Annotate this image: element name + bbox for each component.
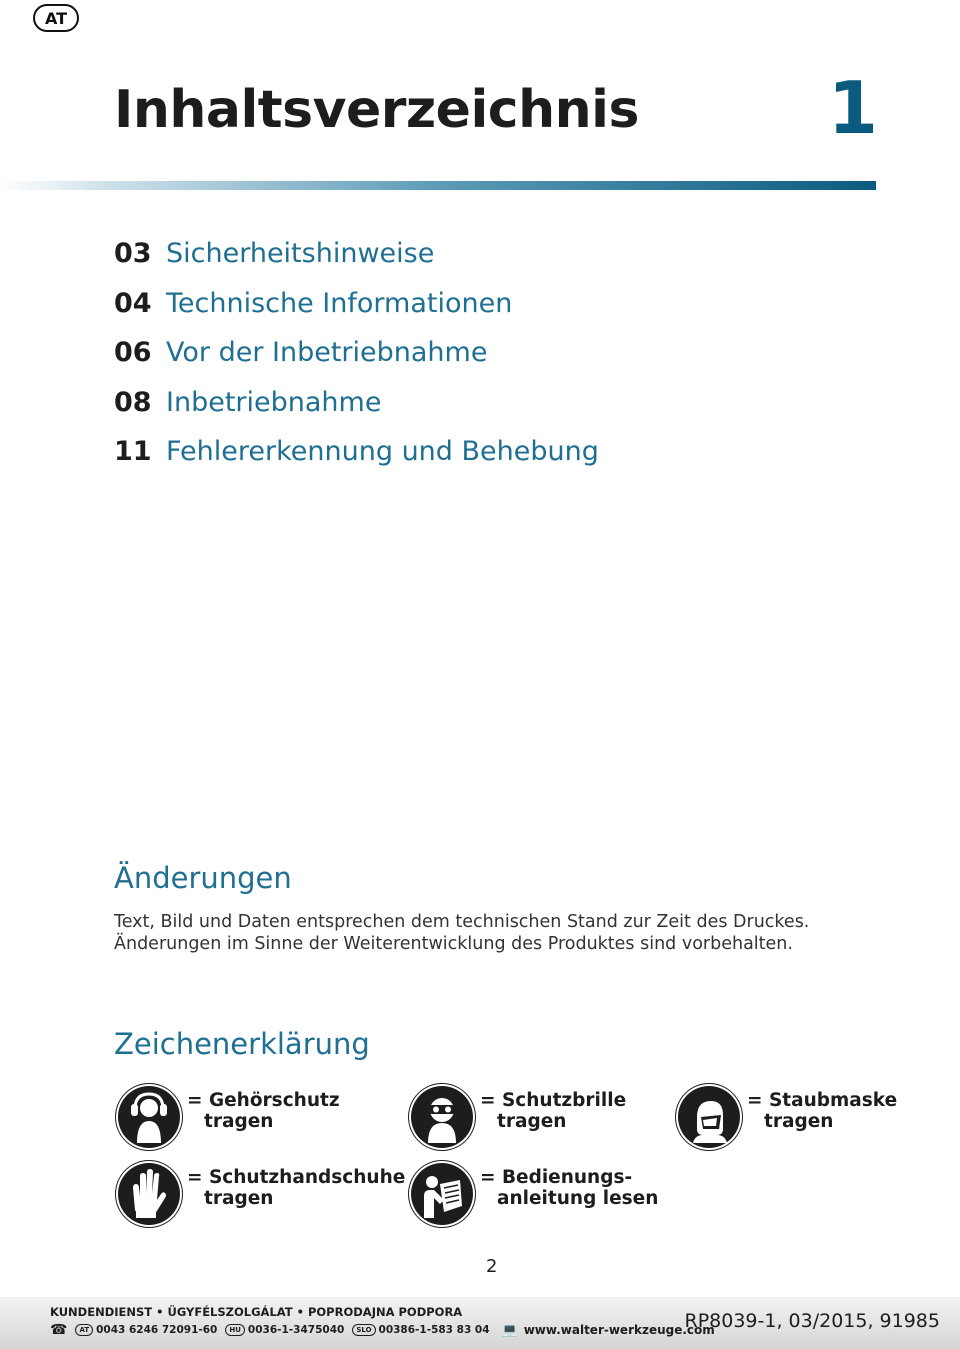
toc-item[interactable] [114,387,599,437]
toc-page-number: 06 [114,337,152,368]
legend-label-line-1: = Schutzbrille [480,1090,627,1111]
toc-page-number: 11 [114,436,152,467]
country-code-badge: SLO [352,1324,375,1336]
read-manual-icon [411,1163,473,1225]
title-divider [0,181,876,190]
country-code-badge: HU [225,1324,245,1336]
toc-link[interactable]: Technische Informationen [166,287,513,319]
ear-protection-icon [118,1086,180,1148]
legend-label-line-2: tragen [497,1111,567,1132]
dust-mask-icon [678,1086,740,1148]
country-code-badge: AT [75,1324,93,1336]
legend-item-read-manual [411,1163,658,1225]
legend-item-protective-gloves [118,1163,405,1225]
legend-label-line-1: = Schutzhandschuhe [187,1167,406,1188]
toc-page-number: 03 [114,238,152,269]
safety-goggles-icon [411,1086,473,1148]
changes-line-2: Änderungen im Sinne der Weiterentwicklung des Produktes sind vorbehalten. [114,934,793,954]
toc-item[interactable] [114,337,599,387]
legend-heading: Zeichenerklärung [114,1027,370,1061]
footer-service-label: KUNDENDIENST • ÜGYFÉLSZOLGÁLAT • POPRODAJNA PODPORA [50,1305,463,1319]
toc-link[interactable]: Inbetriebnahme [166,386,382,418]
legend-label-line-1: = Bedienungs- [480,1167,633,1188]
legend-label-line-2: tragen [204,1188,274,1209]
legend-item-ear-protection [118,1086,340,1148]
legend-item-safety-goggles [411,1086,626,1148]
changes-line-1: Text, Bild und Daten entsprechen dem technischen Stand zur Zeit des Druckes. [114,912,810,932]
legend-label-line-2: tragen [204,1111,274,1132]
legend-label [187,1167,405,1209]
changes-heading: Änderungen [114,861,292,895]
legend-item-dust-mask [678,1086,897,1148]
table-of-contents [114,238,599,486]
footer-contacts [50,1322,715,1338]
toc-page-number: 08 [114,386,152,418]
phone-icon: ☎ [50,1322,68,1338]
country-badge: AT [33,4,79,32]
website-link[interactable]: www.walter-werkzeuge.com [523,1323,715,1337]
legend-label-line-2: tragen [764,1111,834,1132]
chapter-number: 1 [827,66,878,150]
legend-label [187,1090,340,1132]
laptop-icon: 💻 [501,1322,518,1338]
phone-number: 0036-1-3475040 [247,1324,345,1336]
page-number: 2 [486,1256,498,1277]
changes-text [114,911,809,955]
page-title: Inhaltsverzeichnis [114,80,639,140]
toc-item[interactable] [114,238,599,288]
toc-item[interactable] [114,436,599,486]
toc-link[interactable]: Sicherheitshinweise [166,238,435,269]
toc-link[interactable]: Fehlererkennung und Behebung [166,436,599,467]
legend-label [480,1090,626,1132]
legend-label-line-2: anleitung lesen [497,1188,659,1209]
toc-item[interactable] [114,288,599,338]
phone-number: 0043 6246 72091-60 [96,1324,218,1336]
document-reference: RP8039-1, 03/2015, 91985 [684,1310,940,1332]
legend-label-line-1: = Gehörschutz [187,1090,340,1111]
legend-label-line-1: = Staubmaske [747,1090,898,1111]
legend-label [480,1167,658,1209]
protective-gloves-icon [118,1163,180,1225]
toc-page-number: 04 [114,287,152,319]
toc-link[interactable]: Vor der Inbetriebnahme [166,337,488,368]
legend-label [747,1090,897,1132]
phone-number: 00386-1-583 83 04 [378,1324,490,1336]
